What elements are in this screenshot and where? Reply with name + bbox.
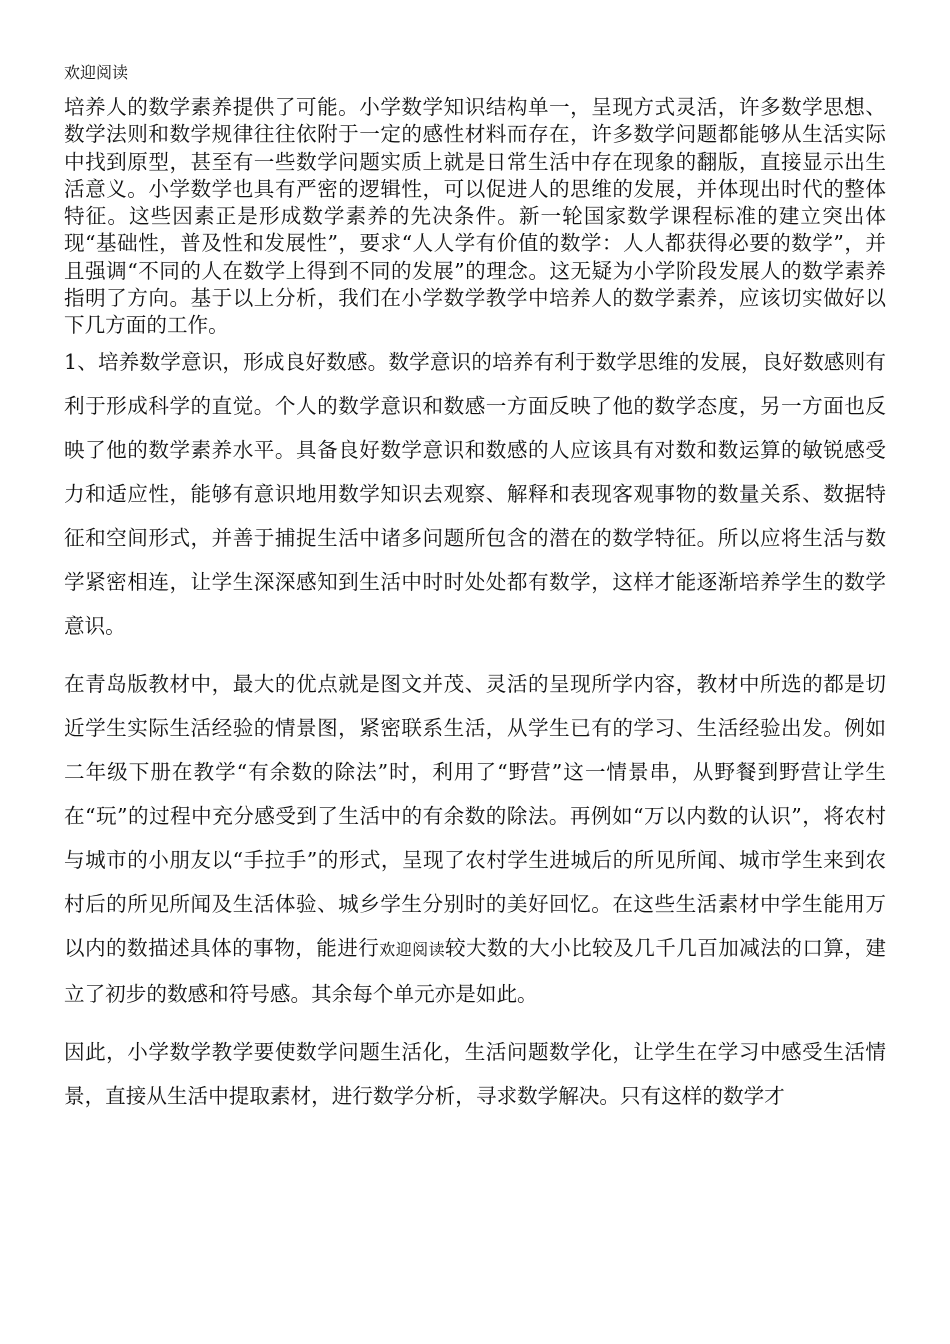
document-body bbox=[64, 340, 886, 1118]
paragraph-1: 1、培养数学意识，形成良好数感。数学意识的培养有利于数学思维的发展，良好数感则有利于形成科学的直觉。个人的数学意识和数感一方面反映了他的数学态度，另一方面也反映了他的数学素养水平。具备良好数学意识和数感的人应该具有对数和数运算的敏锐感受力和适应性，能够有意识地用数学知识去观察、解释和表现客观事物的数量关系、数据特征和空间形式，并善于捕捉生活中诸多问题所包含的潜在的数学特征。所以应将生活与数学紧密相连，让学生深深感知到生活中时时处处都有数学，这样才能逐渐培养学生的数学意识。 bbox=[64, 350, 886, 638]
paragraph-2-text-start: 在青岛版教材中，最大的优点就是图文并茂、灵活的呈现所学内容，教材中所选的都是切近学生实际生活经验的情景图，紧密联系生活，从学生已有的学习、生活经验出发。例如二年级下册在教学“有余数的除法”时，利用了“野营”这一情景串，从野餐到野营让学生在“玩”的过程中充分感受到了生活中的有余数的除法。再例如“万以内数的认识”，将农村与城市的小朋友以“手拉手”的形式，呈现了农村学生进城后的所见所闻、城市学生来到农村后的所见所闻及生活体验、城乡学生分别时的美好回忆。在这些生活素材中学生能用万以内的数描述具体的事物，能进行 bbox=[64, 672, 886, 960]
paragraph-2-text-end: 较大数的大小比较及几千几百加减法的口算，建立了初步的数感和符号感。其余每个单元亦是如此。 bbox=[64, 936, 886, 1006]
inline-watermark-text: 欢迎阅读 bbox=[379, 940, 446, 959]
intro-paragraph: 培养人的数学素养提供了可能。小学数学知识结构单一，呈现方式灵活，许多数学思想、数学法则和数学规律往往依附于一定的感性材料而存在，许多数学问题都能够从生活实际中找到原型，甚至有一些数学问题实质上就是日常生活中存在现象的翻版，直接显示出生活意义。小学数学也具有严密的逻辑性，可以促进人的思维的发展，并体现出时代的整体特征。这些因素正是形成数学素养的先决条件。新一轮国家数学课程标准的建立突出体现“基础性，普及性和发展性”，要求“人人学有价值的数学：人人都获得必要的数学”，并且强调“不同的人在数学上得到不同的发展”的理念。这无疑为小学阶段发展人的数学素养指明了方向。基于以上分析，我们在小学数学教学中培养人的数学素养，应该切实做好以下几方面的工作。 bbox=[64, 95, 886, 338]
paragraph-2 bbox=[64, 662, 886, 1016]
page-header: 欢迎阅读 bbox=[64, 63, 129, 82]
paragraph-3: 因此，小学数学教学要使数学问题生活化，生活问题数学化，让学生在学习中感受生活情景，直接从生活中提取素材，进行数学分析，寻求数学解决。只有这样的数学才 bbox=[64, 1040, 886, 1108]
